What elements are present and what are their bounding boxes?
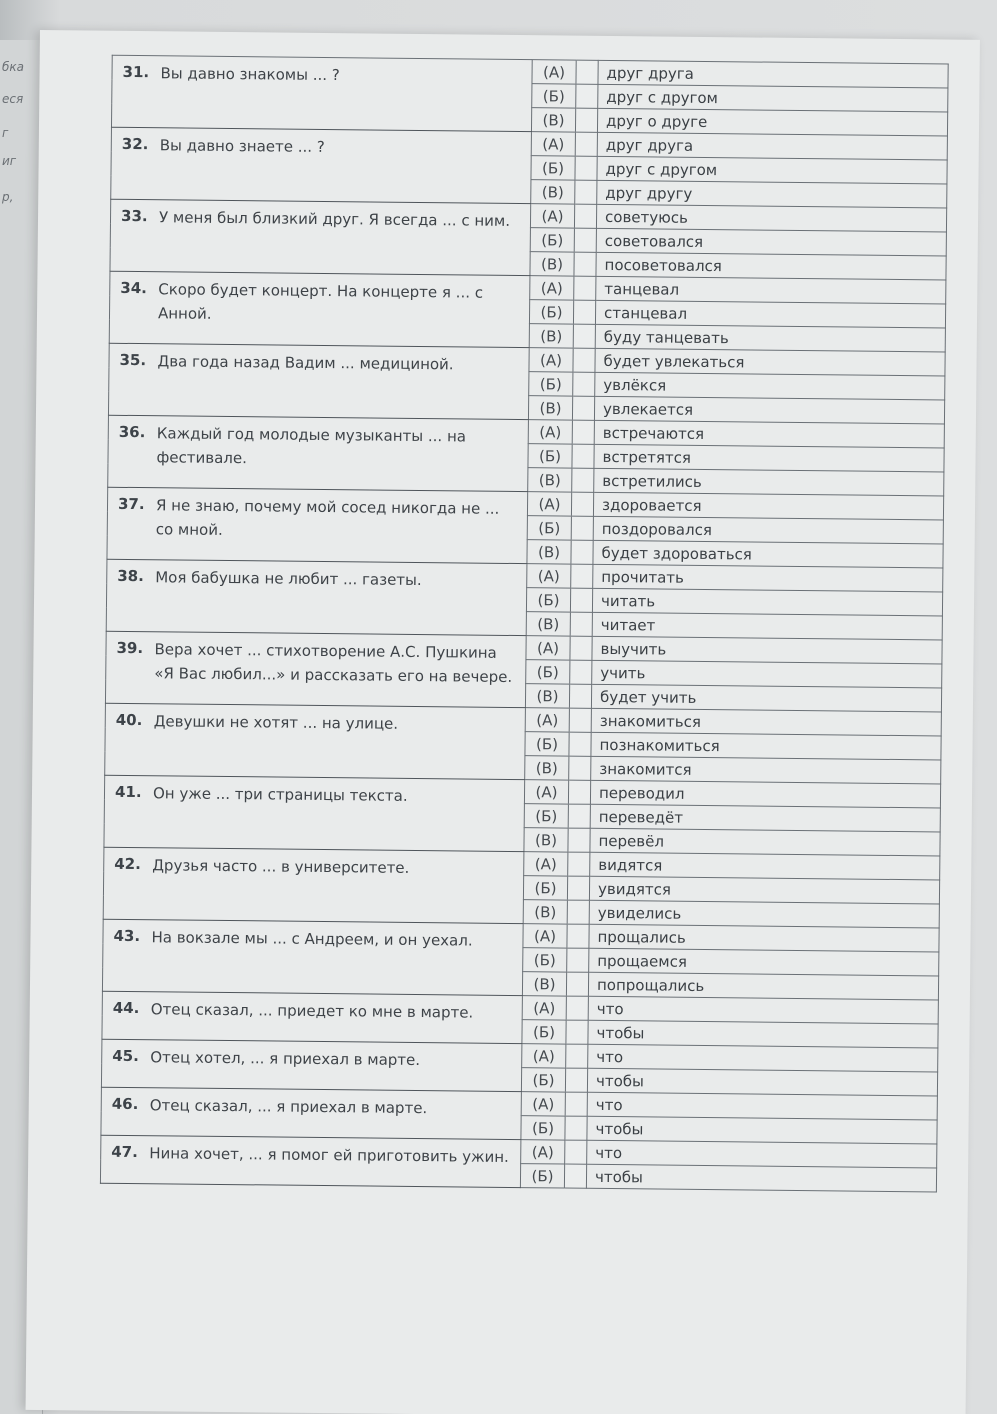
answer-checkbox[interactable] (566, 996, 588, 1020)
question-block (105, 631, 942, 712)
test-sheet (26, 30, 980, 1414)
option-letter: (В) (523, 900, 567, 924)
option-text: друг друга (598, 60, 948, 88)
answer-checkbox[interactable] (565, 1140, 587, 1164)
option-letter: (А) (529, 348, 573, 372)
answer-checkbox[interactable] (572, 468, 594, 492)
edge-fragment: иг (2, 154, 17, 168)
answer-checkbox[interactable] (568, 828, 590, 852)
question-text: Вера хочет ... стихотворение А.С. Пушкина «Я Вас любил...» и рассказать его на вечере. (154, 640, 513, 686)
question-block (111, 55, 948, 136)
answer-checkbox[interactable] (571, 516, 593, 540)
answer-checkbox[interactable] (575, 156, 597, 180)
question-block (102, 991, 938, 1048)
question-block (100, 1135, 936, 1192)
option-letter: (А) (532, 60, 576, 84)
option-text: увлёкся (595, 372, 945, 400)
option-letter: (А) (523, 924, 567, 948)
question-number: 35. (119, 350, 147, 370)
option-letter: (В) (524, 828, 568, 852)
option-text: что (588, 996, 938, 1024)
option-text: перевёл (590, 828, 940, 856)
option-text: друг о друге (597, 108, 947, 136)
option-text: что (587, 1140, 937, 1168)
option-letter: (А) (524, 852, 568, 876)
option-text: прощались (589, 924, 939, 952)
question-text: Два года назад Вадим ... медициной. (157, 352, 454, 374)
option-letter: (Б) (520, 1164, 564, 1188)
option-text: друг другу (597, 180, 947, 208)
option-text: прощаемся (589, 948, 939, 976)
option-text: что (587, 1092, 937, 1120)
question-number: 46. (111, 1094, 139, 1114)
question-text: Отец сказал, ... приедет ко мне в марте. (150, 1000, 474, 1022)
answer-checkbox[interactable] (573, 300, 595, 324)
answer-checkbox[interactable] (570, 588, 592, 612)
option-text: познакомиться (591, 732, 941, 760)
option-text: чтобы (587, 1068, 937, 1096)
option-letter: (В) (530, 252, 574, 276)
answer-checkbox[interactable] (565, 1116, 587, 1140)
option-text: читает (592, 612, 942, 640)
option-text: советовался (596, 228, 946, 256)
option-text: поздоровался (593, 516, 943, 544)
option-text: увлекается (594, 396, 944, 424)
question-number: 41. (114, 782, 142, 802)
option-letter: (А) (522, 996, 566, 1020)
answer-checkbox[interactable] (565, 1092, 587, 1116)
question-block (103, 847, 940, 928)
option-letter: (Б) (522, 1020, 566, 1044)
option-letter: (В) (522, 972, 566, 996)
question-cell (106, 559, 527, 635)
option-letter: (Б) (527, 516, 571, 540)
option-row (112, 55, 948, 88)
answer-checkbox[interactable] (571, 492, 593, 516)
option-text: увиделись (589, 900, 939, 928)
answer-checkbox[interactable] (569, 756, 591, 780)
question-block (110, 199, 947, 280)
option-letter: (А) (531, 132, 575, 156)
question-cell (101, 1087, 521, 1139)
question-number: 40. (115, 710, 143, 730)
question-text: Я не знаю, почему мой сосед никогда не ... со мной. (155, 496, 500, 539)
answer-checkbox[interactable] (565, 1068, 587, 1092)
question-block (102, 919, 939, 1000)
option-letter: (Б) (530, 228, 574, 252)
option-letter: (А) (526, 636, 570, 660)
answer-checkbox[interactable] (575, 132, 597, 156)
answer-checkbox[interactable] (575, 108, 597, 132)
question-number: 39. (116, 638, 144, 658)
option-text: встретились (594, 468, 944, 496)
question-cell (111, 127, 532, 203)
question-number: 33. (120, 206, 148, 226)
question-block (104, 775, 941, 856)
question-block (109, 271, 946, 352)
option-letter: (Б) (524, 804, 568, 828)
answer-checkbox[interactable] (569, 684, 591, 708)
question-block (108, 415, 945, 496)
option-letter: (А) (527, 564, 571, 588)
question-cell (105, 703, 526, 779)
question-cell (110, 199, 531, 275)
option-text: друг с другом (598, 84, 948, 112)
option-text: встречаются (594, 420, 944, 448)
answer-checkbox[interactable] (570, 612, 592, 636)
option-letter: (В) (525, 756, 569, 780)
question-text: Друзья часто ... в университете. (152, 856, 410, 877)
question-cell (102, 919, 523, 995)
option-text: танцевал (596, 276, 946, 304)
option-letter: (В) (528, 468, 572, 492)
option-letter: (А) (525, 708, 569, 732)
answer-checkbox[interactable] (576, 60, 598, 84)
option-letter: (А) (524, 780, 568, 804)
question-cell (108, 343, 529, 419)
option-letter: (Б) (531, 156, 575, 180)
option-text: что (588, 1044, 938, 1072)
question-block (101, 1087, 937, 1144)
option-letter: (Б) (523, 948, 567, 972)
answer-checkbox[interactable] (574, 228, 596, 252)
question-number: 45. (112, 1046, 139, 1066)
question-text: Вы давно знакомы ... ? (160, 64, 340, 85)
answer-checkbox[interactable] (573, 372, 595, 396)
answer-checkbox[interactable] (572, 444, 594, 468)
edge-fragment: бка (2, 60, 25, 74)
option-text: встретятся (594, 444, 944, 472)
option-letter: (Б) (521, 1116, 565, 1140)
option-letter: (В) (526, 612, 570, 636)
option-text: знакомится (591, 756, 941, 784)
option-text: учить (592, 660, 942, 688)
question-cell (107, 487, 528, 563)
question-text: Моя бабушка не любит ... газеты. (155, 568, 422, 590)
option-text: буду танцевать (595, 324, 945, 352)
question-block (111, 127, 948, 208)
option-text: чтобы (586, 1164, 936, 1192)
answer-checkbox[interactable] (569, 708, 591, 732)
answer-checkbox[interactable] (574, 276, 596, 300)
question-block (105, 703, 942, 784)
answer-checkbox[interactable] (572, 420, 594, 444)
question-cell (100, 1135, 520, 1187)
option-text: знакомиться (591, 708, 941, 736)
answer-checkbox[interactable] (566, 1044, 588, 1068)
answer-checkbox[interactable] (576, 84, 598, 108)
answer-checkbox[interactable] (572, 396, 594, 420)
question-number: 43. (113, 926, 141, 946)
option-text: будет учить (591, 684, 941, 712)
option-letter: (Б) (525, 732, 569, 756)
answer-checkbox[interactable] (571, 540, 593, 564)
question-cell (101, 1039, 521, 1091)
option-text: советуюсь (596, 204, 946, 232)
option-text: друг друга (597, 132, 947, 160)
answer-checkbox[interactable] (574, 252, 596, 276)
question-cell (111, 55, 532, 131)
edge-fragment: еся (2, 92, 24, 106)
option-letter: (А) (521, 1140, 565, 1164)
question-cell (109, 271, 530, 347)
option-text: прочитать (593, 564, 943, 592)
answer-checkbox[interactable] (570, 660, 592, 684)
option-text: переводил (590, 780, 940, 808)
answer-checkbox[interactable] (575, 180, 597, 204)
question-number: 34. (120, 278, 147, 298)
question-block (101, 1039, 937, 1096)
question-number: 44. (112, 998, 140, 1018)
question-text: Каждый год молодые музыканты ... на фестивале. (156, 424, 467, 468)
option-letter: (А) (522, 1044, 566, 1068)
option-text: видятся (590, 852, 940, 880)
option-letter: (А) (530, 276, 574, 300)
option-text: читать (592, 588, 942, 616)
answer-checkbox[interactable] (573, 348, 595, 372)
question-text: Отец хотел, ... я приехал в марте. (150, 1048, 421, 1070)
question-block (107, 487, 944, 568)
option-letter: (А) (521, 1092, 565, 1116)
option-text: будет увлекаться (595, 348, 945, 376)
option-letter: (Б) (528, 444, 572, 468)
answer-checkbox[interactable] (571, 564, 593, 588)
option-text: выучить (592, 636, 942, 664)
answer-checkbox[interactable] (567, 876, 589, 900)
option-letter: (В) (525, 684, 569, 708)
option-letter: (Б) (529, 372, 573, 396)
option-text: здоровается (593, 492, 943, 520)
answer-checkbox[interactable] (567, 900, 589, 924)
question-number: 31. (122, 62, 150, 82)
question-number: 37. (117, 494, 145, 514)
answer-checkbox[interactable] (574, 204, 596, 228)
option-letter: (В) (531, 180, 575, 204)
question-number: 36. (118, 422, 146, 442)
option-text: переведёт (590, 804, 940, 832)
answer-checkbox[interactable] (570, 636, 592, 660)
option-letter: (Б) (521, 1068, 565, 1092)
option-text: увидятся (589, 876, 939, 904)
option-letter: (А) (528, 420, 572, 444)
edge-fragment: р, (2, 190, 14, 204)
option-letter: (Б) (526, 660, 570, 684)
answer-checkbox[interactable] (564, 1164, 586, 1188)
option-letter: (А) (530, 204, 574, 228)
question-text: Вы давно знаете ... ? (159, 136, 325, 156)
option-letter: (В) (527, 540, 571, 564)
option-letter: (Б) (532, 84, 576, 108)
option-text: попрощались (588, 972, 938, 1000)
answer-checkbox[interactable] (568, 804, 590, 828)
edge-fragment: г (2, 126, 9, 140)
option-letter: (А) (527, 492, 571, 516)
option-letter: (Б) (526, 588, 570, 612)
question-number: 32. (121, 134, 149, 154)
question-text: Скоро будет концерт. На концерте я ... с Анной. (157, 280, 484, 323)
question-number: 38. (117, 566, 144, 586)
option-text: чтобы (588, 1020, 938, 1048)
question-number: 42. (114, 854, 141, 874)
question-text: Нина хочет, ... я помог ей приготовить ужин. (149, 1144, 509, 1166)
question-text: Девушки не хотят ... на улице. (153, 712, 399, 733)
question-text: Отец сказал, ... я приехал в марте. (149, 1096, 428, 1118)
option-letter: (Б) (529, 300, 573, 324)
option-text: будет здороваться (593, 540, 943, 568)
option-text: друг с другом (597, 156, 947, 184)
answer-checkbox[interactable] (568, 852, 590, 876)
question-text: На вокзале мы ... с Андреем, и он уехал. (151, 928, 473, 950)
question-text: Он уже ... три страницы текста. (152, 784, 408, 805)
answer-checkbox[interactable] (566, 972, 588, 996)
question-cell (104, 775, 525, 851)
option-letter: (В) (529, 324, 573, 348)
question-text: У меня был близкий друг. Я всегда ... с ним. (158, 208, 511, 230)
option-text: чтобы (587, 1116, 937, 1144)
question-cell (105, 631, 526, 707)
option-letter: (В) (531, 108, 575, 132)
option-text: посоветовался (596, 252, 946, 280)
option-letter: (В) (528, 396, 572, 420)
answer-checkbox[interactable] (568, 780, 590, 804)
question-block (108, 343, 945, 424)
question-number: 47. (111, 1142, 138, 1162)
answer-checkbox[interactable] (567, 924, 589, 948)
question-cell (102, 991, 522, 1043)
question-cell (108, 415, 529, 491)
answer-checkbox[interactable] (567, 948, 589, 972)
question-table (100, 55, 949, 1193)
option-text: станцевал (595, 300, 945, 328)
answer-checkbox[interactable] (566, 1020, 588, 1044)
question-cell (103, 847, 524, 923)
answer-checkbox[interactable] (569, 732, 591, 756)
answer-checkbox[interactable] (573, 324, 595, 348)
question-block (106, 559, 943, 640)
option-letter: (Б) (523, 876, 567, 900)
